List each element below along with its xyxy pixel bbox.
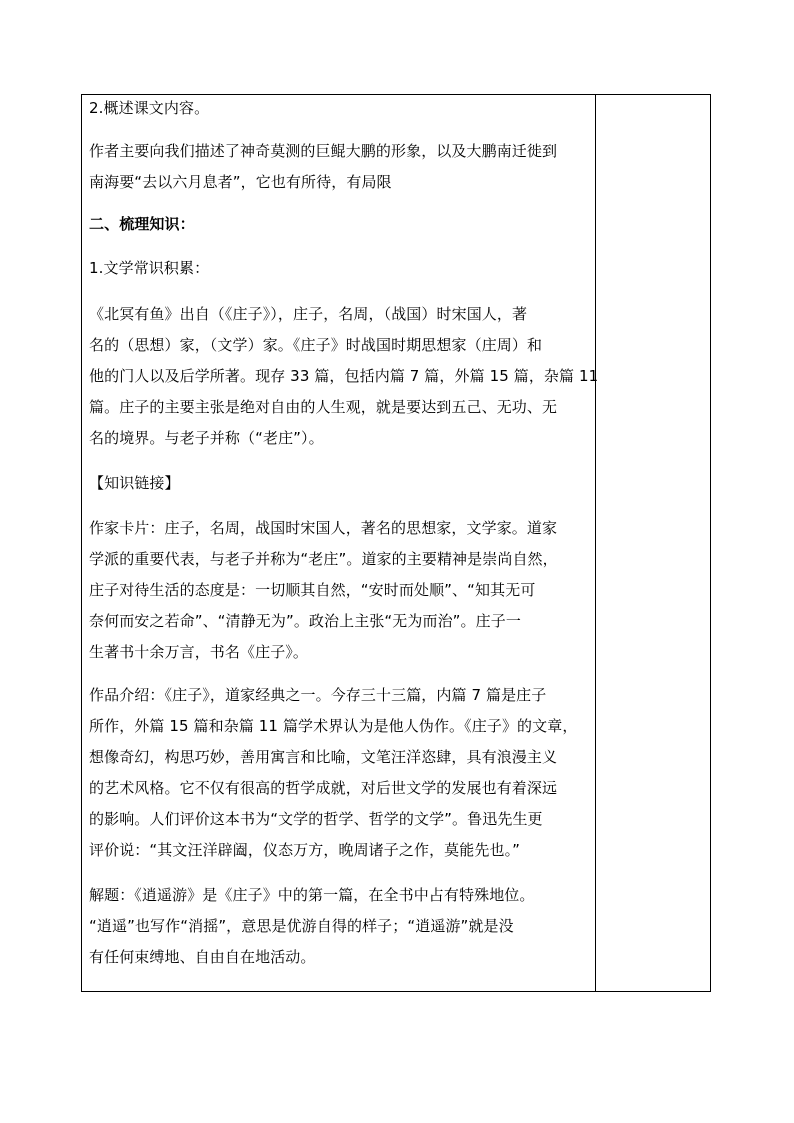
subheading-literary-knowledge: 1.文学常识积累： [89,259,210,277]
title-explanation-paragraph: 解题：《逍遥游》是《庄子》中的第一篇，在全书中占有特殊地位。 “逍遥”也写作“消摇”，意思是优游自得的样子；“逍遥游”就是没 有任何束缚地、自由自在地活动。 [89,886,535,966]
summary-paragraph: 作者主要向我们描述了神奇莫测的巨鲲大鹏的形象，以及大鹏南迁徙到 南海要“去以六月息者”，它也有所待，有局限 [89,142,558,191]
section-heading-knowledge: 二、梳理知识： [89,215,195,233]
author-card-paragraph: 作家卡片：庄子，名周，战国时宋国人，著名的思想家，文学家。道家 学派的重要代表，与老子并称为“老庄”。道家的主要精神是崇尚自然， 庄子对待生活的态度是：一切顺其自然，“安时而处顺”、“知其无可 奈何而安之若命”、“清静无为”。政治上主张“无为而治”。庄子一 生著书十余万言，书名《庄子》。 [89,519,558,661]
document-table [81,94,711,992]
literary-knowledge-paragraph: 《北冥有鱼》出自（《庄子》），庄子，名周，（战国）时宋国人，著 名的（思想）家，（文学）家。《庄子》时战国时期思想家（庄周）和 他的门人以及后学所著。现存 33 篇，包括内篇 7 篇，外篇 15 篇，杂篇 11 篇。庄子的主要主张是绝对自由的人生观，就是要达到五己、无功、无 名的境界。与老子并称（“老庄”）。 [89,305,599,447]
work-introduction-paragraph: 作品介绍：《庄子》，道家经典之一。今存三十三篇，内篇 7 篇是庄子 所作，外篇 15 篇和杂篇 11 篇学术界认为是他人伪作。《庄子》的文章， 想像奇幻，构思巧妙，善用寓言和比喻，文笔汪洋恣肆，具有浪漫主义 的艺术风格。它不仅有很高的哲学成就，对后世文学的发展也有着深远 的影响。人们评价这本书为“文学的哲学、哲学的文学”。鲁迅先生更 评价说：“其文汪洋辟阖，仪态万方，晚周诸子之作，莫能先也。” [89,686,578,859]
summary-heading: 2.概述课文内容。 [89,99,210,117]
knowledge-link-heading: 【知识链接】 [89,474,180,492]
side-note-cell [596,95,710,991]
